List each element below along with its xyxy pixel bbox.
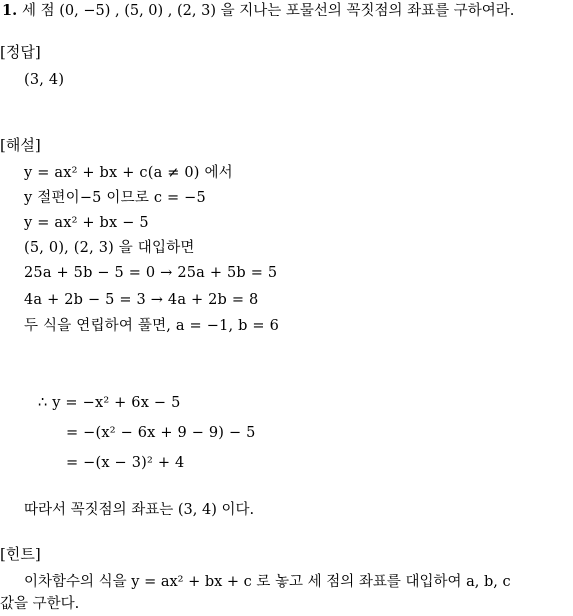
explanation-heading: [해설] [0, 136, 41, 154]
explanation-line: (5, 0), (2, 3) 을 대입하면 [24, 240, 195, 256]
explanation-line: y = ax² + bx − 5 [24, 215, 149, 231]
derivation-line: = −(x − 3)² + 4 [66, 455, 185, 471]
conclusion: 따라서 꼭짓점의 좌표는 (3, 4) 이다. [24, 502, 255, 518]
explanation-line: 두 식을 연립하여 풀면, a = −1, b = 6 [24, 318, 279, 334]
hint-heading: [힌트] [0, 545, 41, 563]
answer-heading: [정답] [0, 43, 41, 61]
problem-text: 세 점 (0, −5) , (5, 0) , (2, 3) 을 지나는 포물선의 꼭짓점의 좌표를 구하여라. [22, 3, 515, 19]
derivation-line: ∴ y = −x² + 6x − 5 [38, 395, 181, 411]
explanation-line: 25a + 5b − 5 = 0 → 25a + 5b = 5 [24, 265, 278, 281]
explanation-line: y = ax² + bx + c(a ≠ 0) 에서 [24, 165, 233, 181]
hint-line: 이차함수의 식을 y = ax² + bx + c 로 놓고 세 점의 좌표를 대입하여 a, b, c [24, 574, 511, 590]
problem-number: 1. [2, 2, 18, 19]
hint-line: 값을 구한다. [0, 596, 80, 612]
derivation-line: = −(x² − 6x + 9 − 9) − 5 [66, 425, 256, 441]
explanation-line: y 절편이−5 이므로 c = −5 [24, 190, 206, 206]
explanation-line: 4a + 2b − 5 = 3 → 4a + 2b = 8 [24, 292, 259, 308]
answer-value: (3, 4) [24, 72, 65, 88]
